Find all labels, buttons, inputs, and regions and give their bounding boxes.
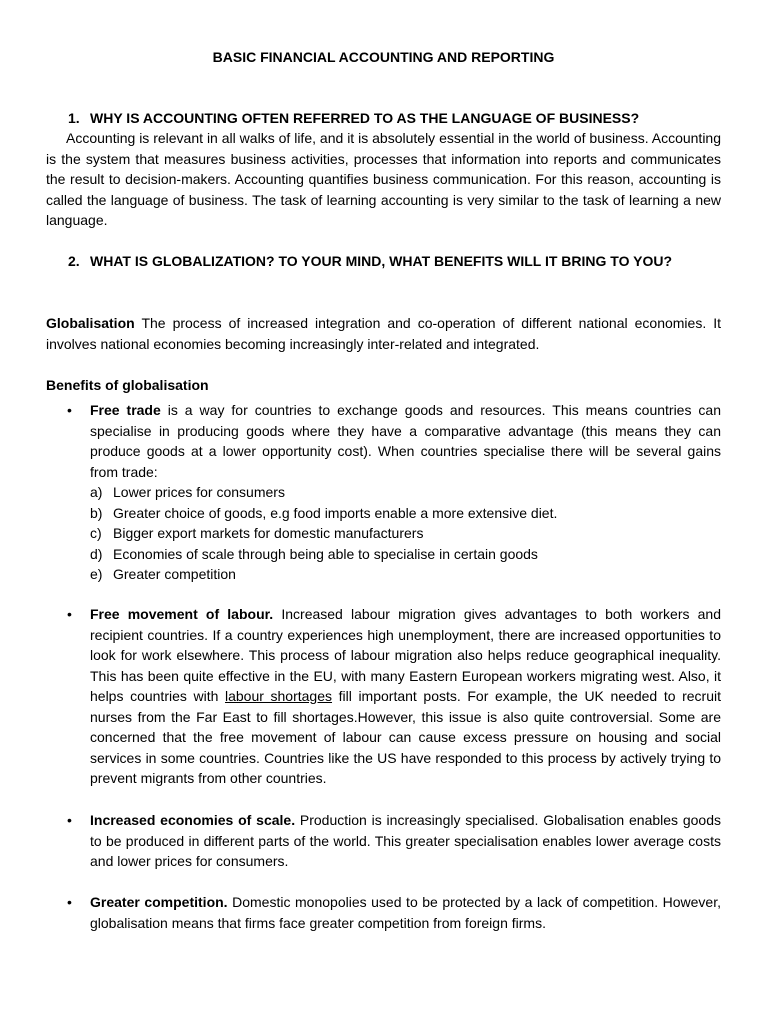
labour-text-after: fill important posts. For example, the UK needed to recruit nurses from the Far East to fill shortages.However, this issue is also quite controversial. Some are concerned that the free movement of labour can cause excess pressure on housing and social services in some countries. Countries like the US have responded to this process by actively trying to prevent migrants from other countries. bbox=[90, 688, 722, 786]
list-item bbox=[90, 503, 721, 524]
globalisation-definition bbox=[46, 313, 721, 354]
benefits-heading: Benefits of globalisation bbox=[46, 377, 209, 393]
list-item-letter: a) bbox=[90, 484, 103, 500]
list-item-letter: b) bbox=[90, 504, 103, 521]
question-1-text: WHY IS ACCOUNTING OFTEN REFERRED TO AS THE LANGUAGE OF BUSINESS? bbox=[90, 110, 640, 126]
competition-text: Domestic monopolies used to be protected by a lack of competition. However, globalisation means that firms face greater competition from foreign firms. bbox=[90, 894, 721, 931]
competition-lead: Greater competition. bbox=[90, 894, 228, 910]
list-item-text: Greater competition bbox=[113, 566, 236, 582]
bullet-economies-of-scale bbox=[46, 810, 721, 872]
bullet-icon: • bbox=[67, 894, 72, 910]
bullet-greater-competition bbox=[46, 892, 721, 933]
list-item-text: Lower prices for consumers bbox=[113, 484, 285, 500]
scale-text: Production is increasingly specialised. Globalisation enables goods to be produced in different parts of the world. This greater specialisation enables lower average costs and lower prices for consumers. bbox=[90, 812, 721, 869]
bullet-icon: • bbox=[67, 606, 72, 622]
list-item bbox=[90, 523, 721, 544]
bullet-icon: • bbox=[67, 402, 72, 418]
question-2-number: 2. bbox=[68, 253, 80, 269]
list-item bbox=[90, 564, 721, 585]
question-1-answer: Accounting is relevant in all walks of life, and it is absolutely essential in the world of business. Accounting is the system that measures business activities, processes that information into reports and communicates the result to decision-makers. Accounting quantifies business communication. For this reason, accounting is called the language of business. The task of learning accounting is very similar to the task of learning a new language. bbox=[46, 130, 721, 228]
list-item-text: Economies of scale through being able to specialise in certain goods bbox=[113, 545, 538, 562]
list-item bbox=[90, 544, 721, 565]
list-item-letter: c) bbox=[90, 525, 102, 541]
free-trade-lead: Free trade bbox=[90, 402, 161, 418]
definition-term: Globalisation bbox=[46, 315, 135, 331]
list-item-text: Greater choice of goods, e.g food imports enable a more extensive diet. bbox=[113, 504, 558, 521]
list-item-letter: e) bbox=[90, 566, 103, 582]
list-item-letter: d) bbox=[90, 545, 103, 562]
bullet-icon: • bbox=[67, 812, 72, 828]
labour-lead: Free movement of labour. bbox=[90, 606, 274, 622]
bullet-free-trade bbox=[46, 400, 721, 585]
list-item-text: Bigger export markets for domestic manufacturers bbox=[113, 525, 424, 541]
labour-text-before: Increased labour migration gives advantages to both workers and recipient countries. If a country experiences high unemployment, there are increased opportunities to look for work elsewhere. This process of labour migration also helps reduce geographical inequality. This has been quite effective in the EU, with many Eastern European workers migrating west. Also, it helps countries with bbox=[90, 606, 722, 704]
definition-text: The process of increased integration and co-operation of different national economies. It involves national economies becoming increasingly inter-related and integrated. bbox=[46, 315, 721, 352]
question-2-heading bbox=[68, 251, 721, 272]
question-1-heading bbox=[68, 108, 639, 129]
gains-list bbox=[90, 482, 721, 585]
question-1-number: 1. bbox=[68, 110, 80, 126]
free-trade-text: is a way for countries to exchange goods and resources. This means countries can specialise in producing goods where they have a comparative advantage (this means they can produce goods at a lower opportunity cost). When countries specialise there will be several gains from trade: bbox=[90, 402, 721, 480]
labour-shortages-link[interactable]: labour shortages bbox=[225, 688, 333, 704]
question-2-text: WHAT IS GLOBALIZATION? TO YOUR MIND, WHAT BENEFITS WILL IT BRING TO YOU? bbox=[90, 253, 673, 269]
bullet-free-movement-of-labour bbox=[46, 604, 721, 789]
scale-lead: Increased economies of scale. bbox=[90, 812, 296, 828]
list-item bbox=[90, 482, 721, 503]
document-title: BASIC FINANCIAL ACCOUNTING AND REPORTING bbox=[212, 49, 555, 65]
